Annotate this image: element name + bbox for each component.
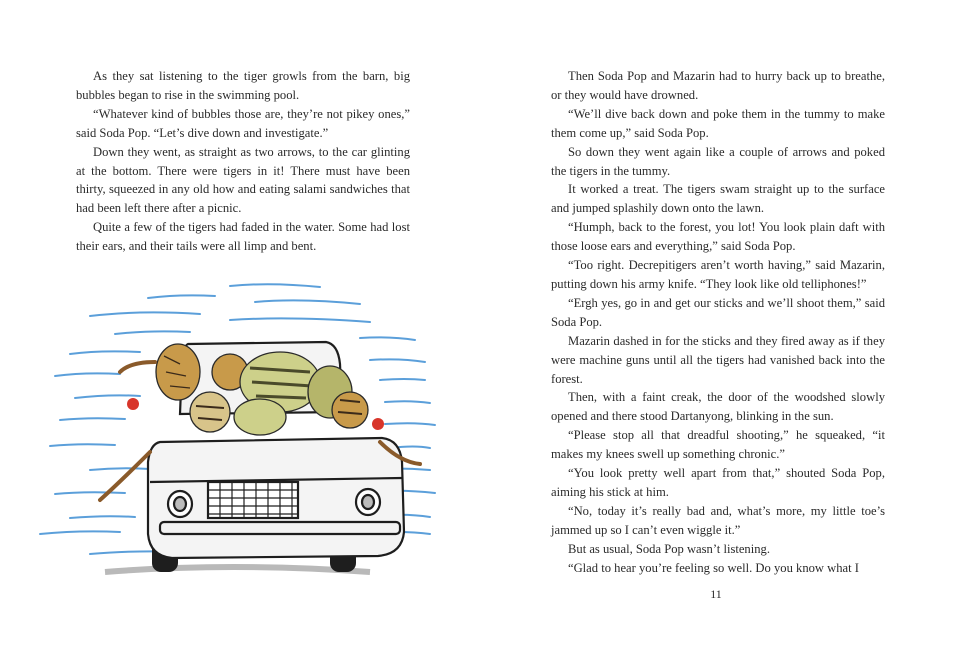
red-apple (372, 418, 384, 430)
paragraph: “Too right. Decrepitigers aren’t worth having,” said Mazarin, putting down his army knife. “They look like old telliphones!” (551, 258, 885, 291)
paragraph: “We’ll dive back down and poke them in the tummy to make them come up,” said Soda Pop. (551, 106, 885, 140)
paragraph: “No, today it’s really bad and, what’s more, my little toe’s jammed up so I can’t even wiggle it.” (551, 503, 885, 537)
paragraph: Mazarin dashed in for the sticks and they fired away as if they were machine guns until all the tigers had vanished back into the forest. (551, 333, 885, 386)
paragraph: “Glad to hear you’re feeling so well. Do you know what I (568, 560, 859, 575)
paragraph: But as usual, Soda Pop wasn’t listening. (568, 541, 770, 556)
paragraph: “Whatever kind of bubbles those are, they’re not pikey ones,” said Soda Pop. “Let’s dive down and investigate.” (76, 106, 410, 140)
red-apple (127, 398, 139, 410)
paragraph: “Ergh yes, go in and get our sticks and we’ll shoot them,” said Soda Pop. (551, 295, 885, 329)
page-number: 11 (710, 587, 722, 601)
paragraph: “Please stop all that dreadful shooting,” he squeaked, “it makes my knees swell up something chronic.” (551, 428, 885, 462)
car-shadow (105, 567, 370, 572)
paragraph: Quite a few of the tigers had faded in the water. Some had lost their ears, and their tails were all limp and bent. (76, 220, 410, 254)
paragraph: It worked a treat. The tigers swam straight up to the surface and jumped splashily down onto the lawn. (551, 182, 885, 216)
paragraph: Then Soda Pop and Mazarin had to hurry back up to breathe, or they would have drowned. (551, 69, 885, 102)
paragraph: So down they went again like a couple of arrows and poked the tigers in the tummy. (551, 144, 885, 178)
paragraph: “You look pretty well apart from that,” shouted Soda Pop, aiming his stick at him. (551, 466, 885, 499)
paragraph: “Humph, back to the forest, you lot! You look plain daft with those loose ears and everything,” said Soda Pop. (551, 220, 885, 254)
paragraph: Then, with a faint creak, the door of the woodshed slowly opened and there stood Dartanyong, blinking in the sun. (551, 390, 885, 424)
right-page (480, 0, 960, 650)
left-text-block (76, 67, 410, 256)
right-text-block (551, 67, 885, 577)
tigers-in-car-illustration (30, 272, 450, 592)
paragraph: As they sat listening to the tiger growls from the barn, big bubbles began to rise in the swimming pool. (76, 69, 410, 102)
paragraph: Down they went, as straight as two arrows, to the car glinting at the bottom. There were tigers in it! There must have been thirty, squeezed in any old how and eating salami sandwiches that had been left there after a picnic. (76, 144, 410, 216)
